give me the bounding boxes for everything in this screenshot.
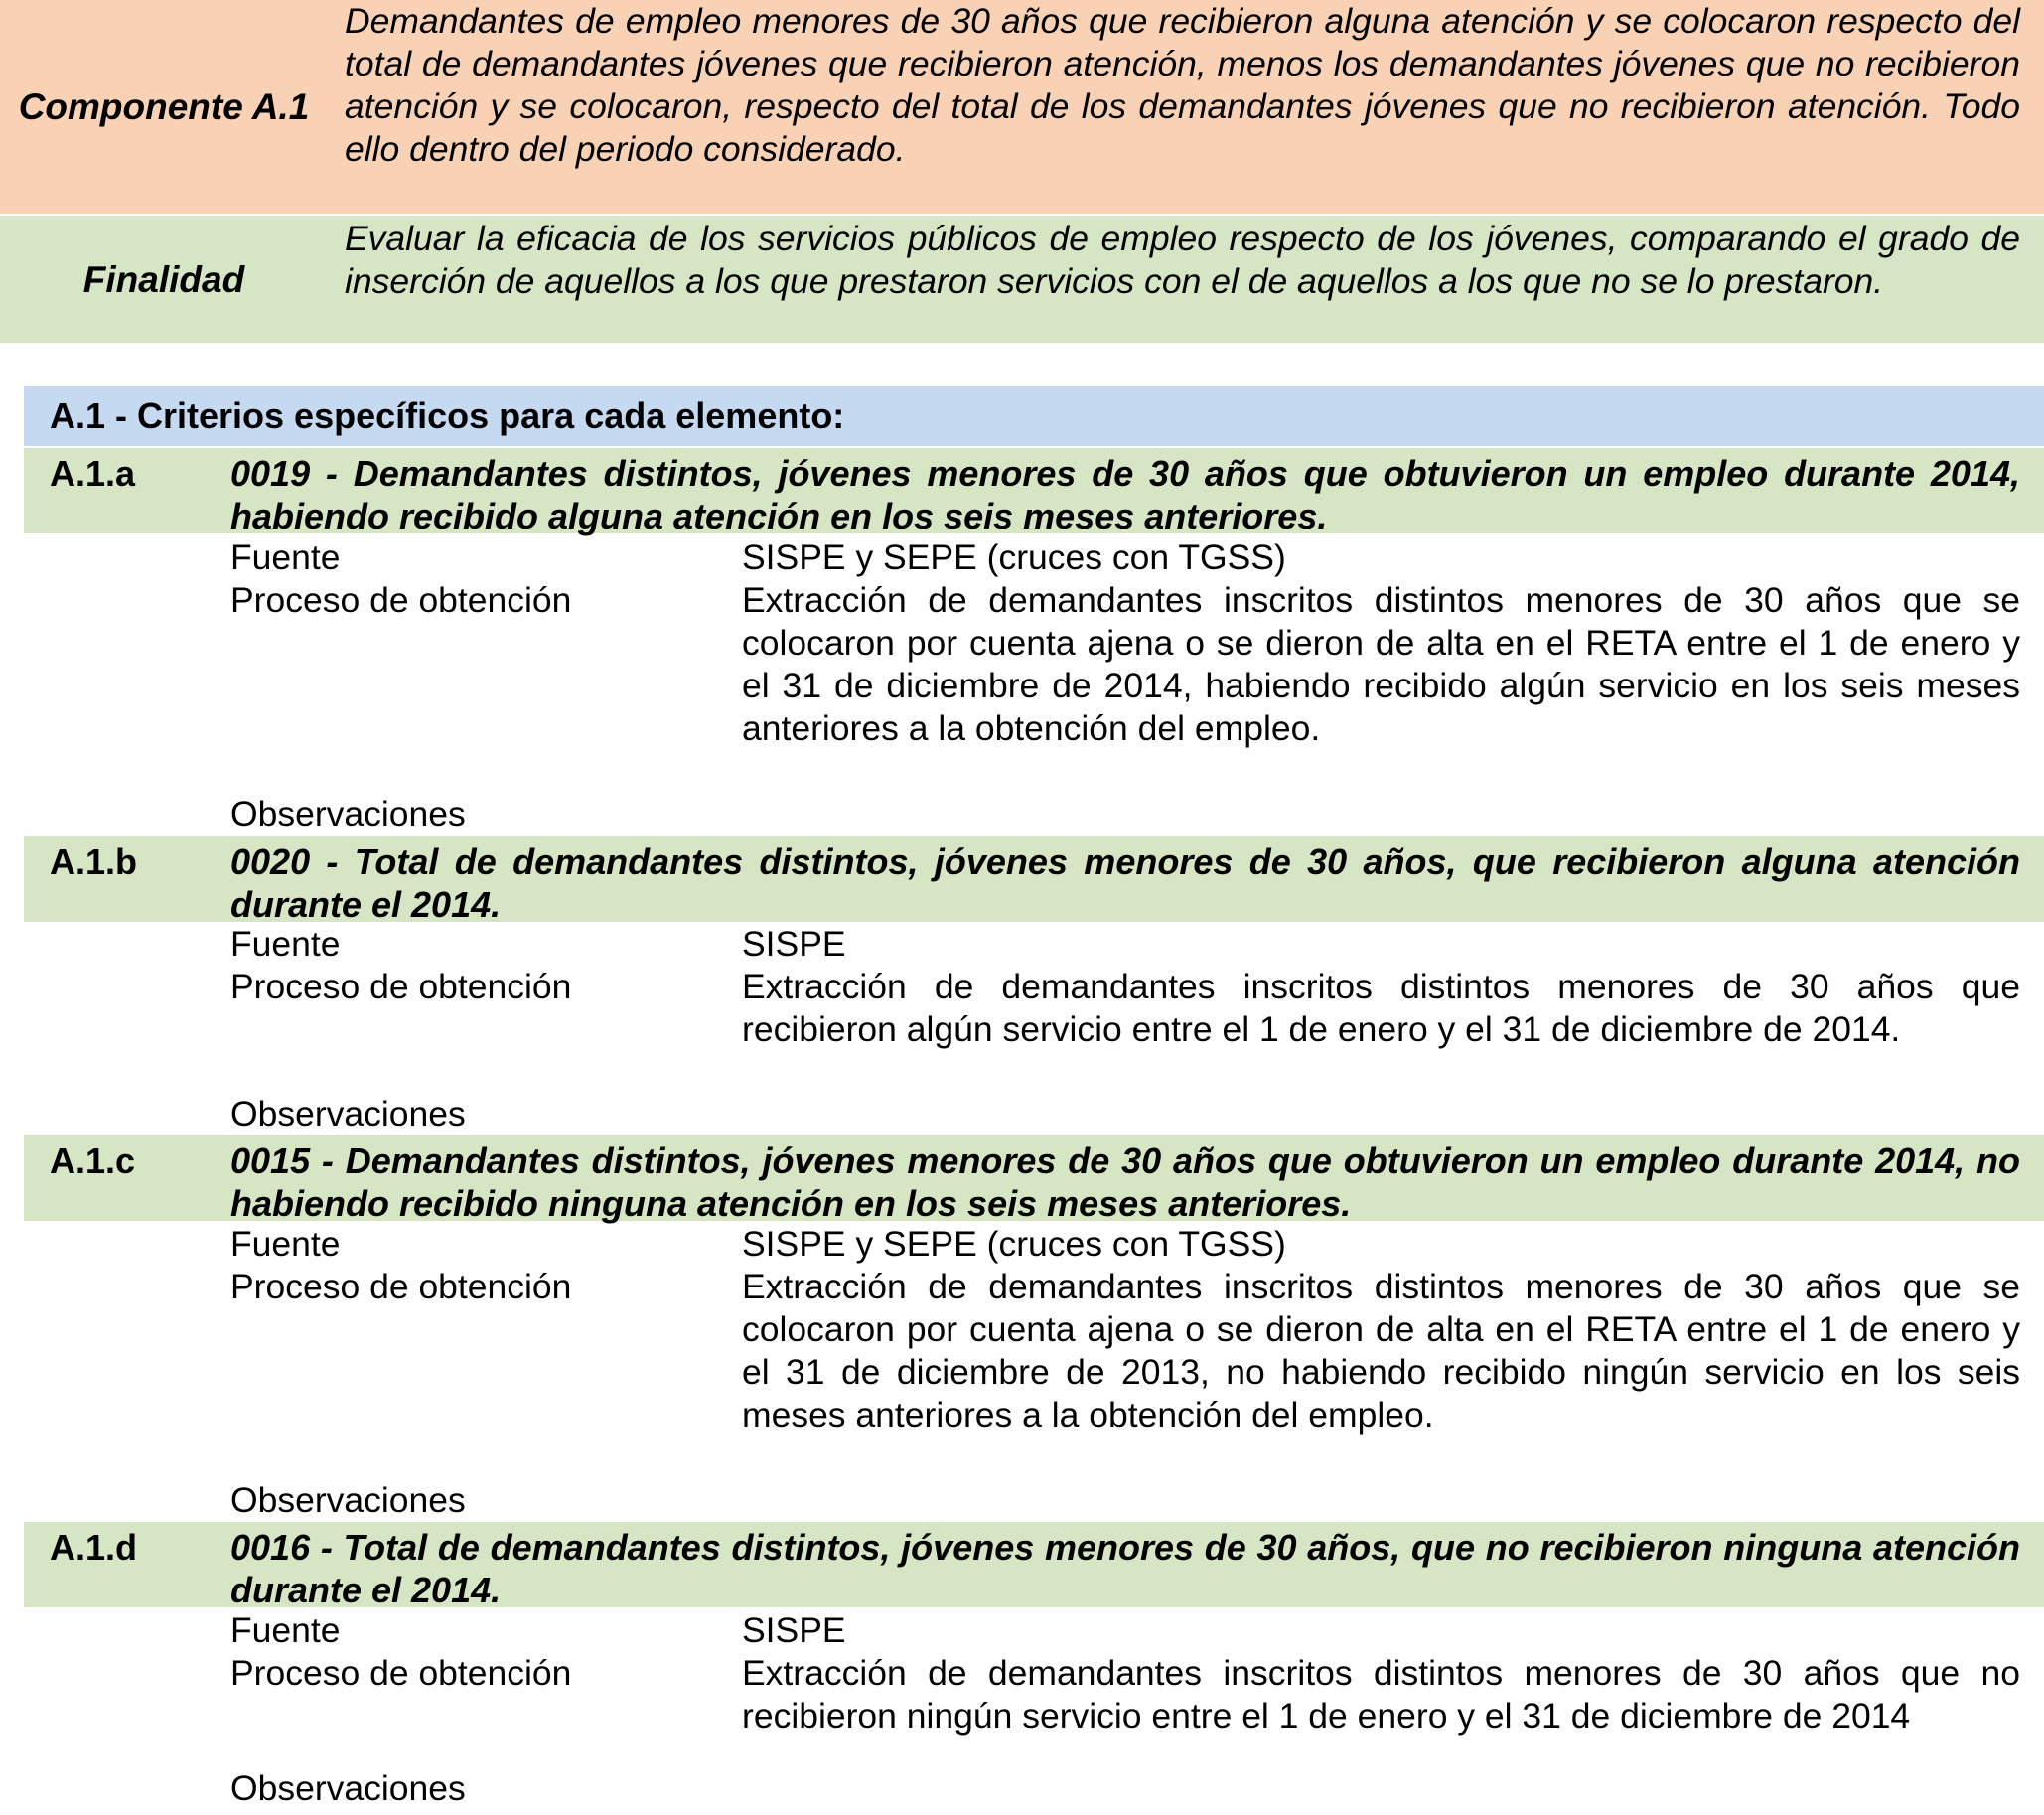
fuente-label: Fuente xyxy=(230,924,341,964)
fuente-label: Fuente xyxy=(230,1610,341,1650)
element-b-header xyxy=(24,836,2044,925)
proceso-label: Proceso de obtención xyxy=(230,1267,572,1306)
element-d-header xyxy=(24,1522,2044,1610)
proceso-value: Extracción de demandantes inscritos distintos menores de 30 años que se colocaron por cuenta ajena o se dieron de alta en el RETA entre el 1 de enero y el 31 de diciembre de 2013, no habiendo recibido ningún servicio en los seis meses anteriores a la obtención del empleo. xyxy=(742,1267,2020,1435)
element-code: A.1.d xyxy=(50,1527,138,1568)
fuente-label: Fuente xyxy=(230,537,341,577)
element-a-header xyxy=(24,448,2044,536)
componente-row xyxy=(0,0,2044,214)
finalidad-label: Finalidad xyxy=(82,258,245,300)
proceso-value: Extracción de demandantes inscritos distintos menores de 30 años que no recibieron ningún servicio entre el 1 de enero y el 31 de diciembre de 2014 xyxy=(742,1653,2020,1736)
componente-text: Demandantes de empleo menores de 30 años que recibieron alguna atención y se colocaron respecto del total de demandantes jóvenes que recibieron atención, menos los demandantes jóvenes que no recibieron atención y se colocaron, respecto del total de los demandantes jóvenes que no recibieron atención. Todo ello dentro del periodo considerado. xyxy=(345,1,2020,169)
element-title: 0020 - Total de demandantes distintos, jóvenes menores de 30 años, que recibieron alguna atención durante el 2014. xyxy=(230,841,2020,925)
observaciones-label: Observaciones xyxy=(230,1480,466,1520)
proceso-label: Proceso de obtención xyxy=(230,580,572,620)
element-title: 0015 - Demandantes distintos, jóvenes menores de 30 años que obtuvieron un empleo durante 2014, no habiendo recibido ninguna atención en los seis meses anteriores. xyxy=(230,1140,2020,1224)
componente-label: Componente A.1 xyxy=(18,86,310,127)
finalidad-text: Evaluar la eficacia de los servicios públicos de empleo respecto de los jóvenes, comparando el grado de inserción de aquellos a los que prestaron servicios con el de aquellos a los que no se lo prestaron. xyxy=(345,219,2020,301)
fuente-value: SISPE xyxy=(742,924,846,964)
observaciones-label: Observaciones xyxy=(230,1094,466,1134)
element-title: 0016 - Total de demandantes distintos, jóvenes menores de 30 años, que no recibieron ninguna atención durante el 2014. xyxy=(230,1527,2020,1610)
fuente-value: SISPE y SEPE (cruces con TGSS) xyxy=(742,537,1286,577)
proceso-label: Proceso de obtención xyxy=(230,967,572,1006)
fuente-value: SISPE xyxy=(742,1610,846,1650)
fuente-label: Fuente xyxy=(230,1224,341,1264)
proceso-value: Extracción de demandantes inscritos distintos menores de 30 años que se colocaron por cuenta ajena o se dieron de alta en el RETA entre el 1 de enero y el 31 de diciembre de 2014, habiendo recibido algún servicio en los seis meses anteriores a la obtención del empleo. xyxy=(742,580,2020,748)
element-code: A.1.a xyxy=(50,453,136,494)
element-code: A.1.b xyxy=(50,841,138,882)
element-c-header xyxy=(24,1135,2044,1224)
observaciones-label: Observaciones xyxy=(230,1768,466,1808)
element-code: A.1.c xyxy=(50,1140,136,1181)
fuente-value: SISPE y SEPE (cruces con TGSS) xyxy=(742,1224,1286,1264)
criterios-header xyxy=(24,386,2044,446)
finalidad-row xyxy=(0,216,2044,343)
proceso-label: Proceso de obtención xyxy=(230,1653,572,1693)
criterios-header-text: A.1 - Criterios específicos para cada elemento: xyxy=(50,395,845,436)
element-title: 0019 - Demandantes distintos, jóvenes menores de 30 años que obtuvieron un empleo durante 2014, habiendo recibido alguna atención en los seis meses anteriores. xyxy=(230,453,2020,536)
proceso-value: Extracción de demandantes inscritos distintos menores de 30 años que recibieron algún servicio entre el 1 de enero y el 31 de diciembre de 2014. xyxy=(742,967,2020,1049)
observaciones-label: Observaciones xyxy=(230,794,466,833)
